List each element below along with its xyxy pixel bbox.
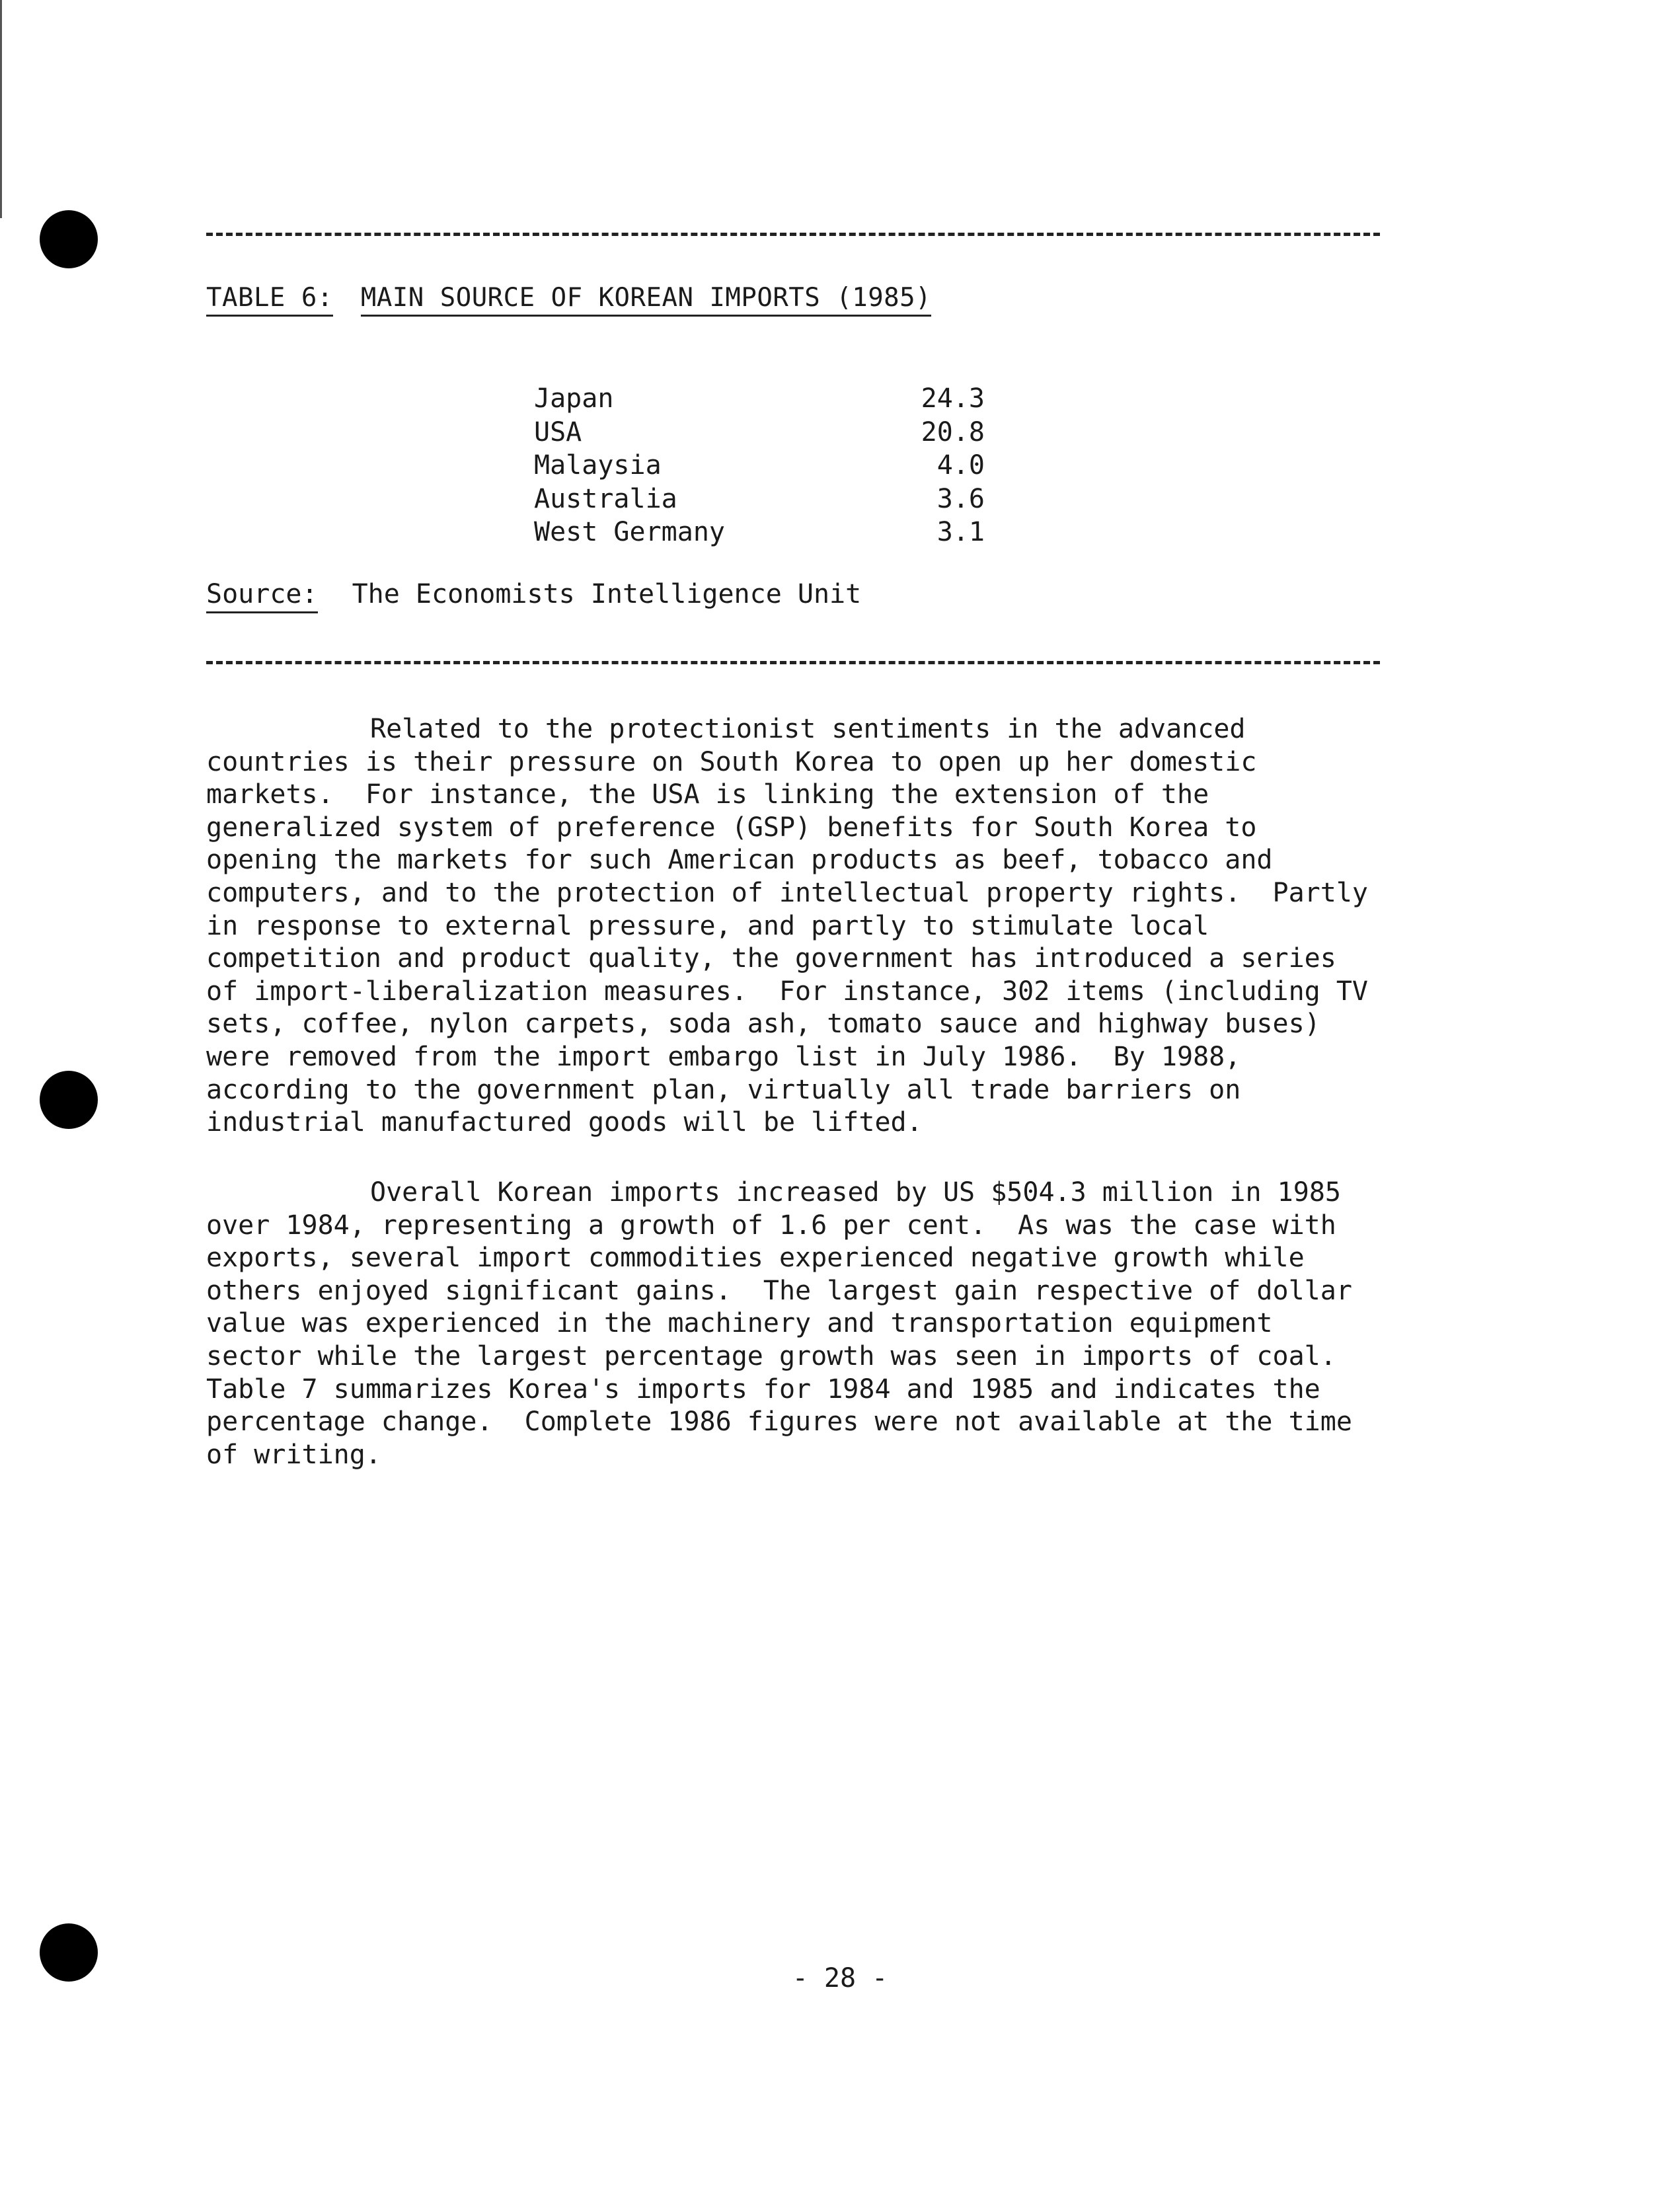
table-caption bbox=[206, 283, 931, 313]
country-cell: Australia bbox=[534, 483, 677, 514]
page-edge-line bbox=[0, 0, 2, 218]
paragraph-line: markets. For instance, the USA is linking the extension of the bbox=[206, 779, 1209, 810]
paragraph-protectionism bbox=[206, 713, 1396, 1140]
paragraph-line: exports, several import commodities experienced negative growth while bbox=[206, 1243, 1305, 1274]
table-row bbox=[534, 382, 985, 416]
paragraph-line: opening the markets for such American products as beef, tobacco and bbox=[206, 845, 1273, 876]
value-cell: 3.6 bbox=[936, 483, 985, 514]
paragraph-line: over 1984, representing a growth of 1.6 per cent. As was the case with bbox=[206, 1210, 1336, 1241]
paragraph-line: of import-liberalization measures. For instance, 302 items (including TV bbox=[206, 976, 1368, 1007]
paragraph-line: industrial manufactured goods will be lifted. bbox=[206, 1107, 923, 1138]
paragraph-line: were removed from the import embargo list in July 1986. By 1988, bbox=[206, 1041, 1241, 1072]
punch-hole-top bbox=[40, 210, 98, 268]
paragraph-line: of writing. bbox=[206, 1439, 381, 1470]
country-cell: USA bbox=[534, 416, 582, 447]
source-label: Source: bbox=[206, 579, 318, 613]
paragraph-imports bbox=[206, 1177, 1396, 1471]
page-number: - 28 - bbox=[792, 1963, 888, 1993]
paragraph-line: others enjoyed significant gains. The largest gain respective of dollar bbox=[206, 1275, 1352, 1306]
paragraph-line: sets, coffee, nylon carpets, soda ash, tomato sauce and highway buses) bbox=[206, 1009, 1320, 1040]
table-title: MAIN SOURCE OF KOREAN IMPORTS (1985) bbox=[361, 283, 931, 317]
value-cell: 20.8 bbox=[921, 416, 985, 447]
value-cell: 24.3 bbox=[921, 383, 985, 414]
dashed-rule-bottom bbox=[206, 661, 1380, 664]
dashed-rule-top bbox=[206, 233, 1380, 236]
country-cell: Japan bbox=[534, 383, 614, 414]
paragraph-line: value was experienced in the machinery and transportation equipment bbox=[206, 1308, 1273, 1339]
paragraph-line: Table 7 summarizes Korea's imports for 1984 and 1985 and indicates the bbox=[206, 1373, 1320, 1405]
table-row bbox=[534, 483, 985, 516]
table-row bbox=[534, 516, 985, 549]
paragraph-line: Overall Korean imports increased by US $504.3 million in 1985 bbox=[370, 1177, 1342, 1208]
punch-hole-middle bbox=[40, 1071, 98, 1129]
paragraph-line: Related to the protectionist sentiments in the advanced bbox=[370, 714, 1246, 744]
source-text: The Economists Intelligence Unit bbox=[352, 579, 862, 609]
paragraph-line: competition and product quality, the government has introduced a series bbox=[206, 943, 1336, 974]
paragraph-line: sector while the largest percentage growth was seen in imports of coal. bbox=[206, 1340, 1336, 1372]
source-line bbox=[206, 579, 861, 609]
paragraph-line: in response to external pressure, and partly to stimulate local bbox=[206, 910, 1209, 941]
table-row bbox=[534, 449, 985, 483]
value-cell: 3.1 bbox=[936, 517, 985, 548]
country-cell: Malaysia bbox=[534, 450, 662, 481]
table-label: TABLE 6: bbox=[206, 283, 333, 317]
paragraph-line: computers, and to the protection of intellectual property rights. Partly bbox=[206, 877, 1368, 908]
paragraph-line: generalized system of preference (GSP) benefits for South Korea to bbox=[206, 812, 1257, 843]
value-cell: 4.0 bbox=[936, 450, 985, 481]
imports-table bbox=[534, 382, 985, 549]
paragraph-line: percentage change. Complete 1986 figures were not available at the time bbox=[206, 1407, 1352, 1438]
paragraph-line: countries is their pressure on South Korea to open up her domestic bbox=[206, 746, 1257, 777]
country-cell: West Germany bbox=[534, 517, 725, 548]
paragraph-line: according to the government plan, virtually all trade barriers on bbox=[206, 1074, 1241, 1105]
table-row bbox=[534, 416, 985, 449]
